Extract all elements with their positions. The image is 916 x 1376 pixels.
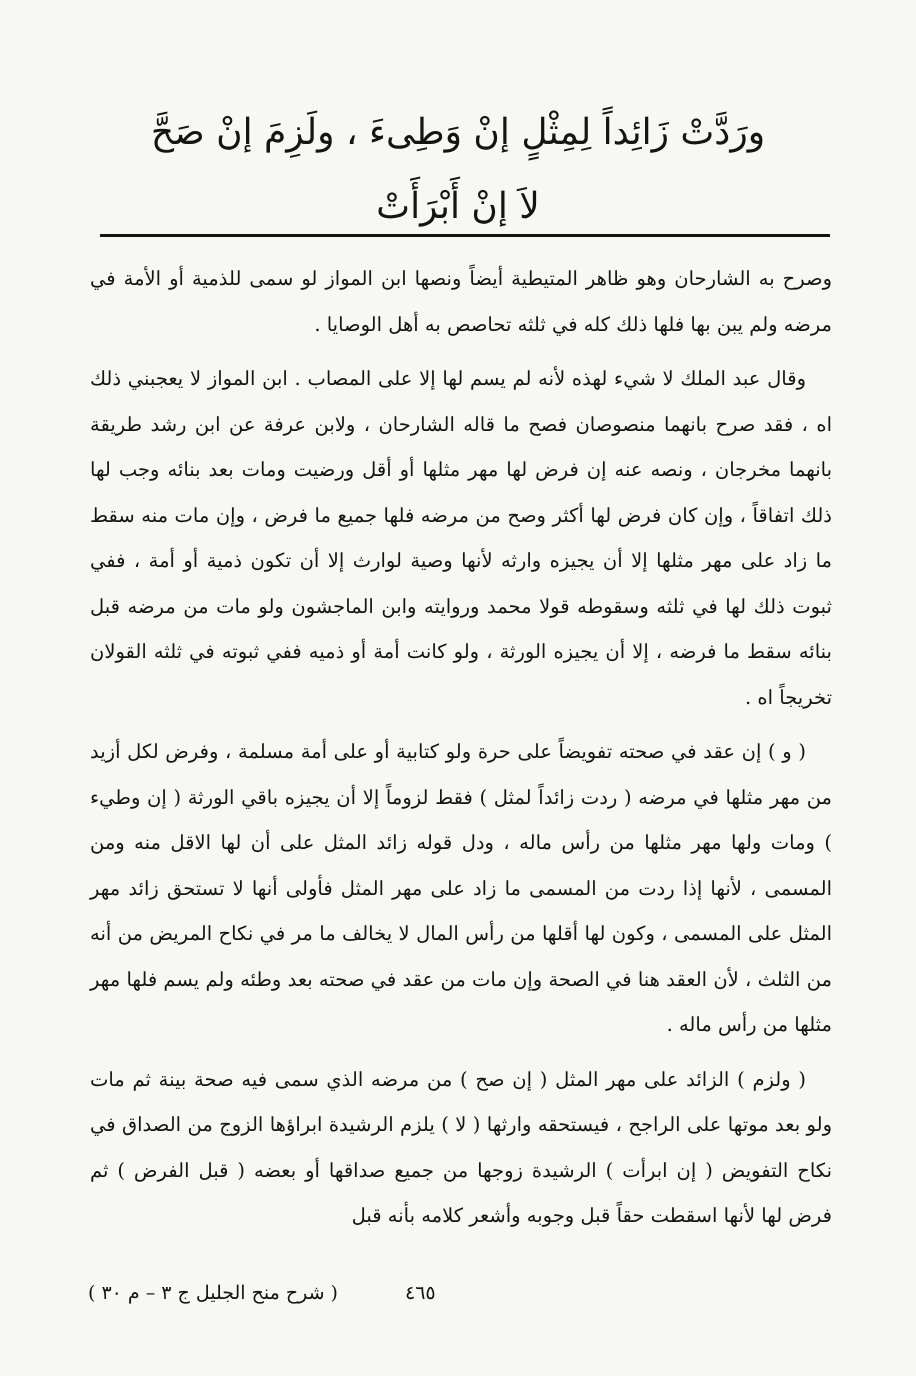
header-rule [100,234,830,237]
paragraph: ( ولزم ) الزائد على مهر المثل ( إن صح ) من مرضه الذي سمى فيه صحة بينة ثم مات ولو بعد موتها على الراجح ، فيستحقه وارثها ( لا ) يلزم الرشيدة ابراؤها الزوج من الصداق في نكاح التفويض ( إن ابرأت ) الرشيدة زوجها من جميع صداقها أو بعضه ( قبل الفرض ) ثم فرض لها لأنها اسقطت حقاً قبل وجوبه وأشعر كلامه بأنه قبل [90,1067,832,1227]
paragraph: ( و ) إن عقد في صحته تفويضاً على حرة ولو كتابية أو على أمة مسلمة ، وفرض لكل أزيد من مهر مثلها في مرضه ( ردت زائداً لمثل ) فقط لزوماً إلا أن يجيزه باقي الورثة ( إن وطيء ) ومات ولها مهر مثلها من رأس ماله ، ودل قوله زائد المثل على أن لها الاقل منه ومن المسمى ، لأنها إذا ردت من المسمى ما زاد على مهر المثل فأولى أنها لا تستحق زائد مهر المثل على المسمى ، وكون لها أقلها من رأس المال لا يخالف ما مر في نكاح المريض من أنه من الثلث ، لأن العقد هنا في الصحة وإن مات من عقد في صحته بعد وطئه ولم يسم فلها مهر مثلها من رأس ماله . [90,740,832,1036]
matn-line-1: ورَدَّتْ زَائِداً لِمِثْلٍ إنْ وَطِىءَ ، ولَزِمَ إنْ صَحَّ [150,112,766,153]
page-number: ٤٦٥ [405,1282,436,1304]
matn-line-2: لاَ إنْ أَبْرَأَتْ [376,186,540,227]
paragraph: وصرح به الشارحان وهو ظاهر المتيطية أيضاً ونصها ابن المواز لو سمى للذمية أو الأمة في مرضه ولم يبن بها فلها ذلك كله في ثلثه تحاصص به أهل الوصايا . [90,267,832,336]
page-footer [80,1282,816,1318]
paragraph: وقال عبد الملك لا شيء لهذه لأنه لم يسم لها إلا على المصاب . ابن المواز لا يعجبني ذلك اه ، فقد صرح بانهما منصوصان فصح ما قاله الشارحان ، ولابن عرفة عن ابن رشد طريقة بانهما مخرجان ، ونصه عنه إن فرض لها مهر مثلها أو أقل ورضيت ومات بعد بنائه وجب لها ذلك اتفاقاً ، وإن كان فرض لها أكثر وصح من مرضه فلها جميع ما فرض ، وإن مات منه سقط ما زاد على مهر مثلها إلا أن يجيزه وارثه لأنها وصية لوارث إلا أن تكون ذمية أو أمة ، ففي ثبوت ذلك لها في ثلثه وسقوطه قولا محمد وروايته وابن الماجشون ولو مات من مرضه قبل بنائه سقط ما فرضه ، إلا أن يجيزه الورثة ، ولو كانت أمة أو ذميه ففي ثبوته في ثلثه القولان تخريجاً اه . [90,367,833,709]
matn-header [95,96,821,244]
commentary-body [90,256,832,1239]
book-signature: ( شرح منح الجليل ج ٣ – م ٣٠ ) [88,1282,338,1304]
